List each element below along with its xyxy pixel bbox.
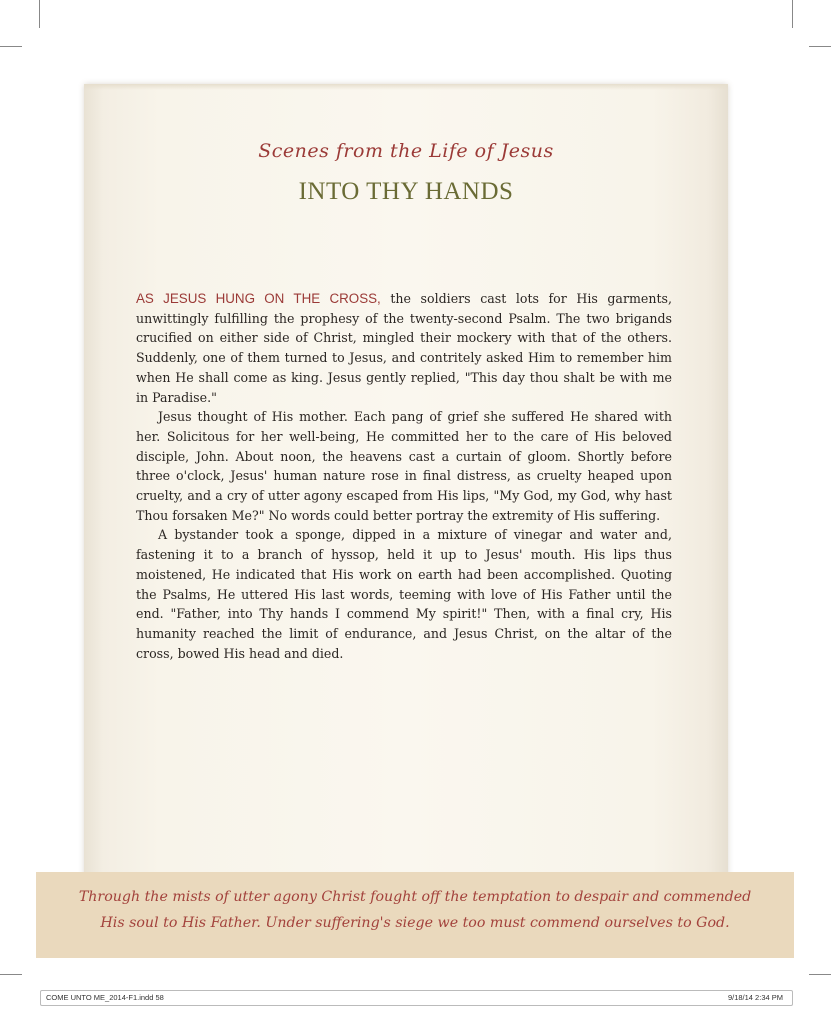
crop-mark-top-left-v bbox=[39, 0, 40, 28]
page-subtitle: Scenes from the Life of Jesus bbox=[258, 140, 554, 162]
quote-banner-text bbox=[36, 884, 794, 936]
footer-timestamp: 9/18/14 2:34 PM bbox=[727, 993, 783, 1002]
crop-mark-top-right-v bbox=[792, 0, 793, 28]
paragraph-2: Jesus thought of His mother. Each pang of grief she suffered He shared with her. Solicitous for her well-being, He committed her to the care of His beloved disciple, John. About noon, the heavens cast a curtain of gloom. Shortly before three o'clock, Jesus' human nature rose in final distress, as cruelty heaped upon cruelty, and a cry of utter agony escaped from His lips, "My God, my God, why hast Thou forsaken Me?" No words could better portray the extremity of His suffering. bbox=[136, 409, 672, 523]
crop-mark-bottom-left-h bbox=[0, 974, 22, 975]
page-title: INTO THY HANDS bbox=[298, 178, 514, 205]
quote-line-2: His soul to His Father. Under suffering's siege we too must commend ourselves to God. bbox=[100, 915, 730, 931]
lead-in: AS JESUS HUNG ON THE CROSS, bbox=[136, 291, 381, 306]
crop-mark-top-right-h bbox=[809, 46, 831, 47]
crop-mark-bottom-right-h bbox=[809, 974, 831, 975]
article-body bbox=[136, 289, 672, 663]
crop-mark-top-left-h bbox=[0, 46, 22, 47]
quote-line-1: Through the mists of utter agony Christ fought off the temptation to despair and commended bbox=[78, 889, 752, 905]
paragraph-1 bbox=[136, 289, 672, 407]
footer-file-name: COME UNTO ME_2014-F1.indd 58 bbox=[46, 993, 164, 1002]
paragraph-3: A bystander took a sponge, dipped in a mixture of vinegar and water and, fastening it to a branch of hyssop, held it up to Jesus' mouth. His lips thus moistened, He indicated that His work on earth had been accomplished. Quoting the Psalms, He uttered His last words, teeming with love of His Father until the end. "Father, into Thy hands I commend My spirit!" Then, with a final cry, His humanity reached the limit of endurance, and Jesus Christ, on the altar of the cross, bowed His head and died. bbox=[136, 527, 672, 661]
paragraph-1-text: the soldiers cast lots for His garments, unwittingly fulfilling the prophesy of the twenty-second Psalm. The two brigands crucified on either side of Christ, mingled their mockery with that of the others. Suddenly, one of them turned to Jesus, and contritely asked Him to remember him when He shall come as king. Jesus gently replied, "This day thou shalt be with me in Paradise." bbox=[136, 291, 672, 405]
